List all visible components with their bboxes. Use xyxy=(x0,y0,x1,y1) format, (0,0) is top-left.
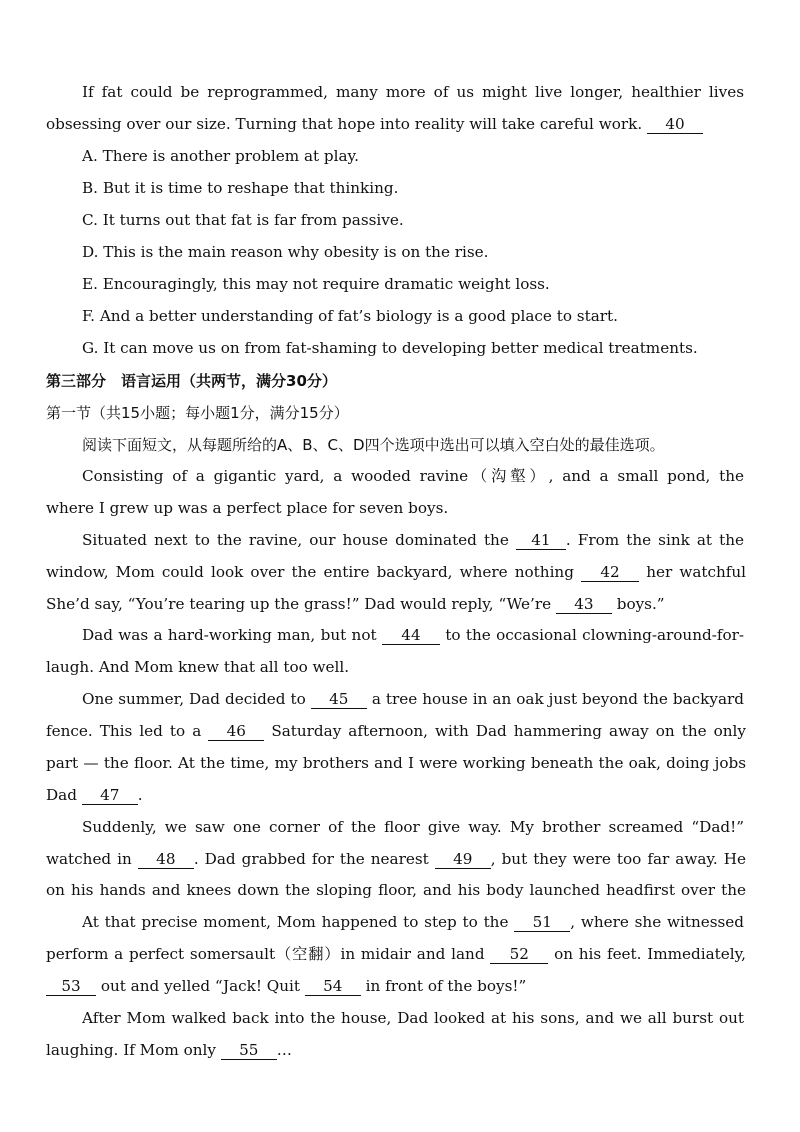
answer-blank-51: 51 xyxy=(514,913,570,932)
cloze-text: fence. This led to a xyxy=(46,722,202,740)
answer-blank-55: 55 xyxy=(221,1041,277,1060)
cloze-line xyxy=(82,912,744,932)
cloze-text: Situated next to the ravine, our house dominated the xyxy=(82,531,509,549)
answer-blank-45: 45 xyxy=(311,690,367,709)
answer-blank-52: 52 xyxy=(490,945,548,964)
answer-blank-42: 42 xyxy=(581,563,639,582)
passage-text: If fat could be reprogrammed, many more of us might live longer, healthier lives xyxy=(82,83,744,101)
cloze-text: on his feet. Immediately, xyxy=(554,945,746,963)
part-heading: 第三部分 语言运用（共两节，满分30分） xyxy=(46,372,337,390)
cloze-line xyxy=(46,721,746,741)
cloze-text: her watchful xyxy=(646,563,746,581)
cloze-text: Saturday afternoon, with Dad hammering away on the only xyxy=(271,722,746,740)
cloze-text: Suddenly, we saw one corner of the floor give way. My brother screamed “Dad!” xyxy=(82,818,744,836)
answer-blank-53: 53 xyxy=(46,977,96,996)
cloze-text: watched in xyxy=(46,850,132,868)
cloze-text: laughing. If Mom only xyxy=(46,1041,216,1059)
sub-heading: 第一节（共15小题；每小题1分，满分15分） xyxy=(46,404,349,422)
passage-line xyxy=(82,82,744,102)
cloze-line xyxy=(46,1040,746,1060)
cloze-line xyxy=(82,625,744,645)
cloze-line: laugh. And Mom knew that all too well. xyxy=(46,658,350,676)
cloze-text: . From the sink at the xyxy=(565,531,744,549)
cloze-text: At that precise moment, Mom happened to step to the xyxy=(82,913,509,931)
answer-blank-54: 54 xyxy=(305,977,361,996)
cloze-text: boys.” xyxy=(616,595,665,613)
cloze-line xyxy=(46,976,746,996)
option-a: A. There is another problem at play. xyxy=(82,147,359,165)
cloze-line xyxy=(46,594,746,614)
cloze-line xyxy=(82,817,744,837)
answer-blank-48: 48 xyxy=(138,850,194,869)
answer-blank-46: 46 xyxy=(208,722,264,741)
cloze-line xyxy=(82,530,744,550)
cloze-line xyxy=(46,849,746,869)
answer-blank-40: 40 xyxy=(647,115,703,134)
cloze-text: … xyxy=(276,1041,292,1059)
cloze-text: One summer, Dad decided to xyxy=(82,690,306,708)
cloze-line xyxy=(82,466,744,486)
answer-blank-41: 41 xyxy=(516,531,566,550)
answer-blank-43: 43 xyxy=(556,595,612,614)
cloze-text: After Mom walked back into the house, Dad looked at his sons, and we all burst out xyxy=(82,1009,744,1027)
answer-blank-49: 49 xyxy=(435,850,491,869)
cloze-text: out and yelled “Jack! Quit xyxy=(100,977,300,995)
cloze-line xyxy=(82,689,744,709)
option-g: G. It can move us on from fat-shaming to developing better medical treatments. xyxy=(82,339,698,357)
option-b: B. But it is time to reshape that thinking. xyxy=(82,179,399,197)
answer-blank-47: 47 xyxy=(82,786,138,805)
cloze-text: Consisting of a gigantic yard, a wooded ravine（沟壑）, and a small pond, the xyxy=(82,467,744,485)
cloze-line xyxy=(46,562,746,582)
option-e: E. Encouragingly, this may not require dramatic weight loss. xyxy=(82,275,550,293)
cloze-text: on his hands and knees down the sloping floor, and his body launched headfirst over the xyxy=(46,881,746,899)
cloze-text: in front of the boys!” xyxy=(365,977,527,995)
cloze-line: where I grew up was a perfect place for seven boys. xyxy=(46,499,449,517)
cloze-text: to the occasional clowning-around-for- xyxy=(445,626,744,644)
cloze-text: . xyxy=(137,786,143,804)
answer-blank-44: 44 xyxy=(382,626,440,645)
passage-text: obsessing over our size. Turning that hope into reality will take careful work. xyxy=(46,115,643,133)
cloze-text: part — the floor. At the time, my brothers and I were working beneath the oak, doing jobs xyxy=(46,754,746,772)
cloze-text: . Dad grabbed for the nearest xyxy=(193,850,429,868)
instruction: 阅读下面短文，从每题所给的A、B、C、D四个选项中选出可以填入空白处的最佳选项。 xyxy=(82,436,665,454)
cloze-line xyxy=(46,785,746,805)
cloze-text: She’d say, “You’re tearing up the grass!” Dad would reply, “We’re xyxy=(46,595,552,613)
cloze-line xyxy=(46,880,746,900)
cloze-text: a tree house in an oak just beyond the backyard xyxy=(371,690,744,708)
cloze-text: window, Mom could look over the entire backyard, where nothing xyxy=(46,563,574,581)
cloze-line xyxy=(46,944,746,964)
cloze-text: perform a perfect somersault（空翻）in midair and land xyxy=(46,945,485,963)
option-c: C. It turns out that fat is far from passive. xyxy=(82,211,404,229)
passage-line xyxy=(46,114,746,134)
option-f: F. And a better understanding of fat’s biology is a good place to start. xyxy=(82,307,618,325)
cloze-text: Dad was a hard-working man, but not xyxy=(82,626,377,644)
cloze-text: Dad xyxy=(46,786,77,804)
cloze-line xyxy=(46,753,746,773)
cloze-text: , where she witnessed xyxy=(570,913,744,931)
cloze-line xyxy=(82,1008,744,1028)
cloze-text: , but they were too far away. He xyxy=(490,850,746,868)
option-d: D. This is the main reason why obesity is on the rise. xyxy=(82,243,489,261)
